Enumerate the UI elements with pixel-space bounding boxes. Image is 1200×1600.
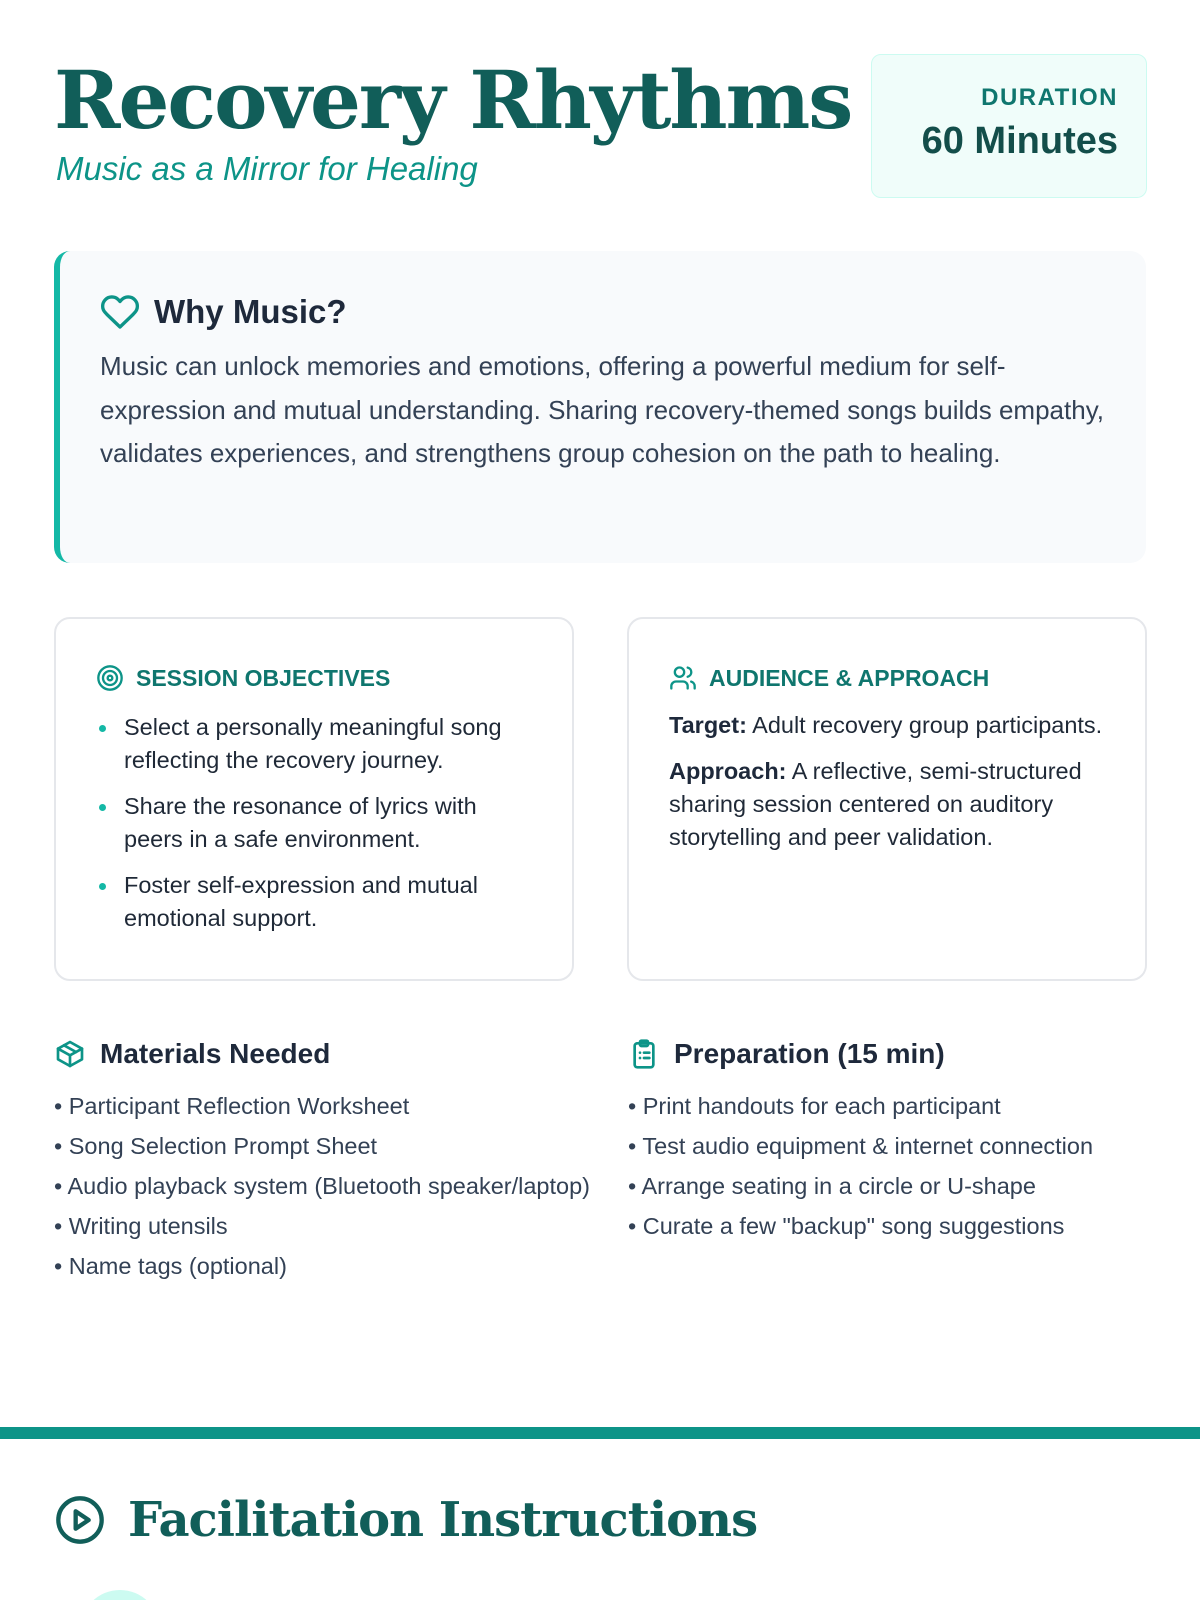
page-header bbox=[54, 50, 1146, 200]
clipboard-icon bbox=[628, 1038, 660, 1070]
heart-icon bbox=[100, 292, 140, 332]
objectives-title: SESSION OBJECTIVES bbox=[136, 664, 391, 691]
target-icon bbox=[96, 664, 124, 692]
why-music-title: Why Music? bbox=[154, 293, 347, 330]
list-item: Select a personally meaningful song reflecting the recovery journey. bbox=[96, 711, 532, 777]
list-item: • Audio playback system (Bluetooth speaker/laptop) bbox=[54, 1173, 590, 1199]
facilitation-title: Facilitation Instructions bbox=[128, 1492, 758, 1548]
list-item: • Writing utensils bbox=[54, 1213, 228, 1239]
page-title: Recovery Rhythms bbox=[54, 53, 852, 147]
why-music-text: Music can unlock memories and emotions, offering a powerful medium for self-expression and mutual understanding. Sharing recovery-themed songs builds empathy, validates experiences, and strengthens group cohesion on the path to healing. bbox=[100, 351, 1104, 468]
duration-value: 60 Minutes bbox=[921, 120, 1118, 162]
materials-list bbox=[54, 1090, 594, 1283]
audience-title: AUDIENCE & APPROACH bbox=[709, 664, 990, 691]
preparation-title: Preparation (15 min) bbox=[674, 1038, 945, 1069]
list-item: Share the resonance of lyrics with peers in a safe environment. bbox=[96, 790, 532, 856]
list-item: Foster self-expression and mutual emotional support. bbox=[96, 869, 532, 935]
target-label: Target: bbox=[669, 712, 747, 738]
users-icon bbox=[669, 664, 697, 692]
approach-label: Approach: bbox=[669, 758, 787, 784]
list-item: • Arrange seating in a circle or U-shape bbox=[628, 1173, 1036, 1199]
page-subtitle: Music as a Mirror for Healing bbox=[56, 150, 478, 187]
approach-text: A reflective, semi-structured sharing session centered on auditory storytelling and peer validation. bbox=[669, 758, 1082, 850]
box-icon bbox=[54, 1038, 86, 1070]
objectives-list bbox=[96, 711, 532, 935]
step-number-badge bbox=[80, 1590, 160, 1600]
list-item: • Print handouts for each participant bbox=[628, 1093, 1001, 1119]
target-text: Adult recovery group participants. bbox=[746, 712, 1103, 738]
approach-paragraph bbox=[669, 755, 1105, 854]
materials-title: Materials Needed bbox=[100, 1038, 331, 1069]
list-item: • Curate a few "backup" song suggestions bbox=[628, 1213, 1065, 1239]
preparation-section bbox=[628, 1030, 1168, 1250]
section-divider bbox=[0, 1427, 1200, 1439]
facilitation-header bbox=[54, 1492, 757, 1548]
list-item: • Test audio equipment & internet connection bbox=[628, 1133, 1094, 1159]
audience-approach-card bbox=[627, 617, 1147, 981]
why-music-panel bbox=[54, 251, 1146, 563]
play-circle-icon bbox=[54, 1494, 106, 1546]
duration-label: DURATION bbox=[981, 84, 1118, 111]
target-paragraph bbox=[669, 709, 1105, 742]
preparation-list bbox=[628, 1090, 1168, 1243]
list-item: • Name tags (optional) bbox=[54, 1253, 287, 1279]
duration-badge bbox=[871, 54, 1147, 198]
list-item: • Song Selection Prompt Sheet bbox=[54, 1133, 378, 1159]
session-objectives-card bbox=[54, 617, 574, 981]
materials-section bbox=[54, 1030, 594, 1290]
list-item: • Participant Reflection Worksheet bbox=[54, 1093, 410, 1119]
